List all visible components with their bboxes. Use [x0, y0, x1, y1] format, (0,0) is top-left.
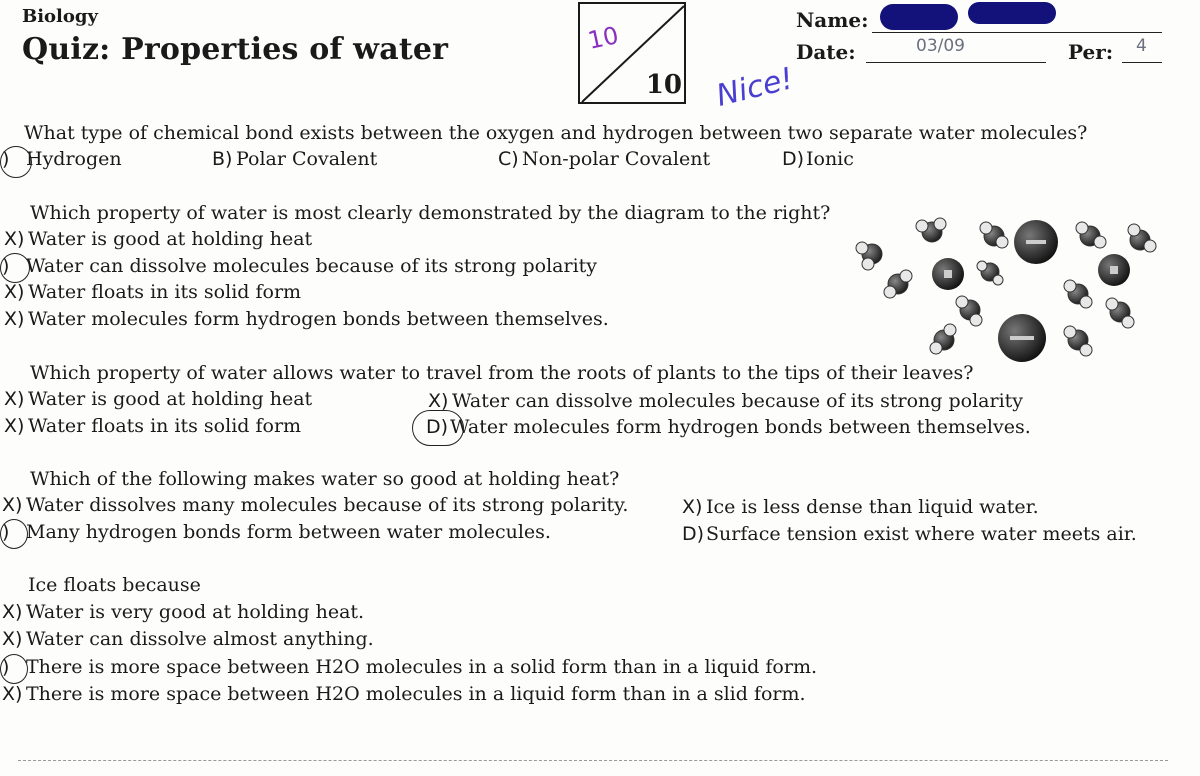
- q4-option-d[interactable]: [682, 523, 1137, 545]
- period-value: 4: [1136, 36, 1147, 56]
- answer-mark: X): [4, 388, 25, 410]
- date-value: 03/09: [916, 36, 965, 56]
- answer-mark: ): [2, 255, 10, 277]
- score-total: 10: [645, 70, 682, 100]
- option-text: Water can dissolve molecules because of its strong polarity: [26, 255, 598, 277]
- date-line: [866, 62, 1046, 63]
- water-molecules-diagram: [850, 212, 1180, 372]
- answer-mark: D): [426, 416, 449, 438]
- answer-mark: X): [428, 390, 449, 412]
- question-1-text: What type of chemical bond exists between the oxygen and hydrogen between two separate water molecules?: [24, 122, 1088, 144]
- ion-small: [1098, 254, 1130, 286]
- q1-option-b[interactable]: [212, 148, 377, 170]
- name-label: Name:: [796, 8, 869, 32]
- q2-option-a[interactable]: [4, 228, 312, 250]
- option-text: Water is good at holding heat: [28, 388, 313, 410]
- question-5-text: Ice floats because: [28, 574, 201, 596]
- q5-option-c[interactable]: [2, 656, 817, 678]
- period-line: [1122, 62, 1162, 63]
- quiz-title: Quiz: Properties of water: [22, 32, 449, 67]
- q1-option-d[interactable]: [782, 148, 854, 170]
- option-text: There is more space between H2O molecules in a liquid form than in a slid form.: [26, 683, 806, 705]
- molecules-illustration: [850, 212, 1180, 372]
- option-text: Ice is less dense than liquid water.: [706, 496, 1039, 518]
- answer-mark: X): [2, 628, 23, 650]
- answer-mark: X): [2, 601, 23, 623]
- selected-answer-circle: [412, 410, 464, 446]
- option-text: There is more space between H2O molecules in a solid form than in a liquid form.: [26, 656, 817, 678]
- option-text: Water can dissolve almost anything.: [26, 628, 374, 650]
- q2-option-d[interactable]: [4, 308, 609, 330]
- selected-answer-circle: [0, 253, 30, 283]
- q3-option-c[interactable]: [4, 415, 301, 437]
- answer-mark: X): [4, 415, 25, 437]
- page-bottom-divider: [18, 760, 1168, 761]
- q3-option-d[interactable]: [426, 416, 1031, 438]
- option-text: Water floats in its solid form: [28, 281, 302, 303]
- ion-large: [1014, 220, 1058, 264]
- q1-option-c[interactable]: [498, 148, 710, 170]
- name-line: [872, 32, 1162, 33]
- score-box: [578, 2, 686, 104]
- option-text: Ionic: [806, 148, 854, 170]
- answer-mark: X): [2, 494, 23, 516]
- q5-option-d[interactable]: [2, 683, 806, 705]
- option-text: Non-polar Covalent: [522, 148, 711, 170]
- question-3-text: Which property of water allows water to travel from the roots of plants to the tips of their leaves?: [30, 362, 974, 384]
- answer-mark: X): [682, 496, 703, 518]
- q3-option-a[interactable]: [4, 388, 312, 410]
- q2-option-b[interactable]: [2, 255, 597, 277]
- q2-option-c[interactable]: [4, 281, 301, 303]
- option-text: Water molecules form hydrogen bonds between themselves.: [450, 416, 1031, 438]
- q4-option-c[interactable]: [682, 496, 1039, 518]
- option-text: Water is very good at holding heat.: [26, 601, 365, 623]
- option-text: Water can dissolve molecules because of its strong polarity: [452, 390, 1024, 412]
- answer-mark: X): [2, 683, 23, 705]
- answer-mark: D): [782, 148, 805, 170]
- question-4-text: Which of the following makes water so good at holding heat?: [30, 468, 620, 490]
- q3-option-b[interactable]: [428, 390, 1023, 412]
- date-label: Date:: [796, 40, 856, 64]
- answer-mark: ): [2, 656, 10, 678]
- q4-option-a[interactable]: [2, 494, 628, 516]
- option-text: Polar Covalent: [236, 148, 378, 170]
- answer-mark: ): [2, 148, 10, 170]
- name-redaction: [880, 4, 958, 30]
- option-text: Water floats in its solid form: [28, 415, 302, 437]
- answer-mark: X): [4, 308, 25, 330]
- option-text: Water dissolves many molecules because of its strong polarity.: [26, 494, 629, 516]
- name-redaction-2: [968, 2, 1056, 24]
- ion-small: [932, 258, 964, 290]
- selected-answer-circle: [0, 654, 28, 684]
- answer-mark: B): [212, 148, 233, 170]
- selected-answer-circle: [0, 519, 28, 549]
- option-text: Hydrogen: [26, 148, 122, 170]
- option-text: Water molecules form hydrogen bonds between themselves.: [28, 308, 609, 330]
- subject-label: Biology: [22, 6, 98, 27]
- answer-mark: D): [682, 523, 705, 545]
- answer-mark: X): [4, 228, 25, 250]
- teacher-comment: Nice!: [712, 61, 797, 114]
- option-text: Surface tension exist where water meets air.: [706, 523, 1137, 545]
- q5-option-b[interactable]: [2, 628, 374, 650]
- option-text: Water is good at holding heat: [28, 228, 313, 250]
- q4-option-b[interactable]: [2, 521, 551, 543]
- answer-mark: C): [498, 148, 519, 170]
- answer-mark: X): [4, 281, 25, 303]
- selected-answer-circle: [0, 146, 32, 178]
- question-2-text: Which property of water is most clearly demonstrated by the diagram to the right?: [30, 202, 831, 224]
- q5-option-a[interactable]: [2, 601, 364, 623]
- period-label: Per:: [1068, 40, 1114, 64]
- option-text: Many hydrogen bonds form between water molecules.: [26, 521, 551, 543]
- answer-mark: ): [2, 521, 10, 543]
- score-given: 10: [585, 21, 622, 55]
- ion-large: [998, 314, 1046, 362]
